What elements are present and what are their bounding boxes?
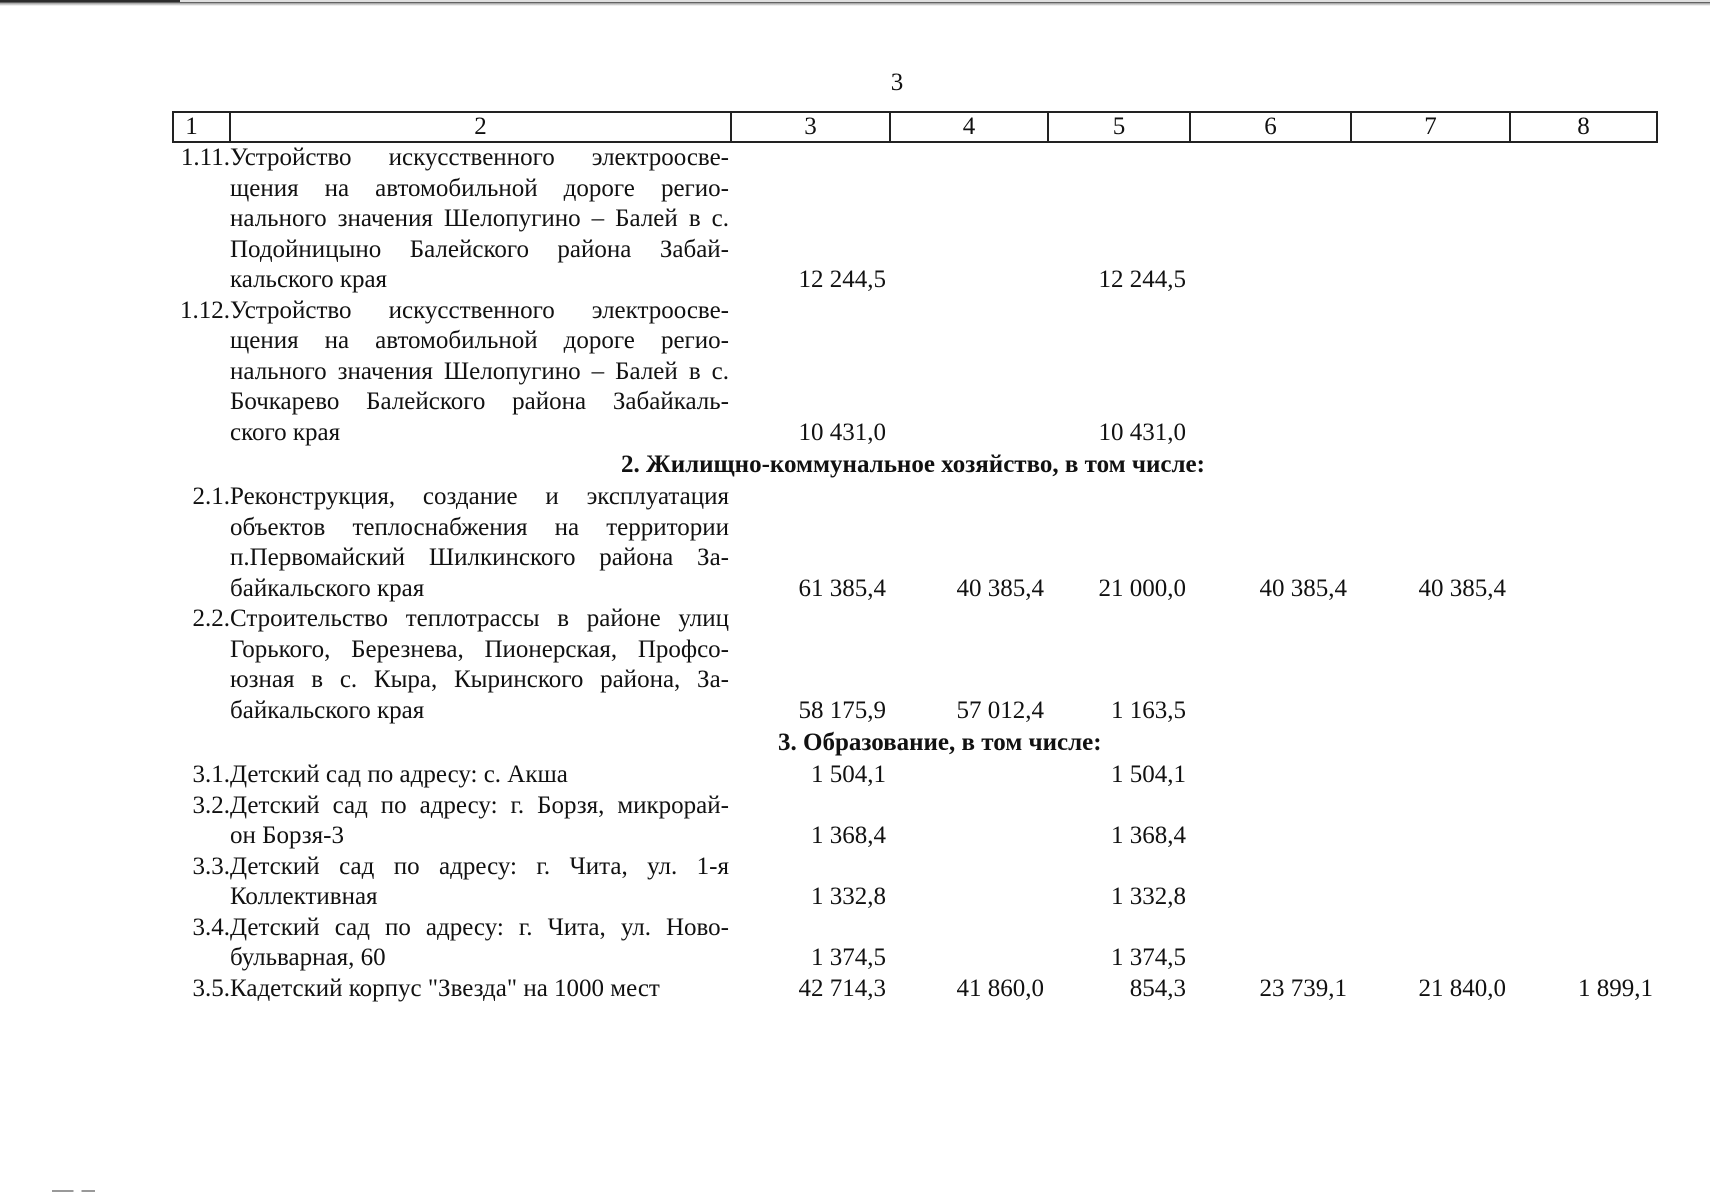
header-col-3: 3 bbox=[731, 112, 890, 142]
value-c3: 10 431,0 bbox=[798, 418, 886, 446]
item-description bbox=[230, 791, 731, 852]
value-c4: 41 860,0 bbox=[956, 974, 1044, 1002]
value-c5: 854,3 bbox=[1129, 974, 1186, 1002]
value-c6 bbox=[1190, 142, 1351, 296]
column-number-header bbox=[173, 112, 1657, 142]
table-row bbox=[173, 482, 1657, 604]
header-col-6: 6 bbox=[1190, 112, 1351, 142]
item-description bbox=[230, 974, 731, 1005]
description-line: бульварная, 60 bbox=[230, 944, 386, 971]
description-line: Бочкарево Балейского района Забайкаль- bbox=[230, 388, 729, 415]
value-c4 bbox=[890, 296, 1048, 449]
value-c6 bbox=[1190, 913, 1351, 974]
description-line: Детский сад по адресу: г. Чита, ул. 1-я bbox=[230, 852, 729, 880]
description-line: Реконструкция, создание и эксплуатация bbox=[230, 483, 729, 510]
description-line: объектов теплоснабжения на территории bbox=[230, 513, 729, 541]
item-description bbox=[230, 852, 731, 913]
value-c8 bbox=[1510, 791, 1657, 852]
value-c3: 1 374,5 bbox=[811, 944, 886, 971]
value-c7 bbox=[1351, 296, 1510, 449]
item-description bbox=[230, 142, 731, 296]
value-c3: 42 714,3 bbox=[798, 974, 886, 1002]
header-col-4: 4 bbox=[890, 112, 1048, 142]
table-row bbox=[173, 604, 1657, 726]
item-description bbox=[230, 760, 731, 791]
description-line: юзная в с. Кыра, Кыринского района, За- bbox=[230, 666, 729, 693]
value-c5: 1 368,4 bbox=[1111, 822, 1186, 849]
description-line: Коллективная bbox=[230, 883, 378, 910]
value-c4: 40 385,4 bbox=[956, 574, 1044, 602]
value-c3: 61 385,4 bbox=[798, 574, 886, 602]
item-description bbox=[230, 296, 731, 449]
value-c7 bbox=[1351, 913, 1510, 974]
value-c7 bbox=[1351, 760, 1510, 791]
section-heading-education: 3. Образование, в том числе: bbox=[778, 728, 1102, 756]
value-c8 bbox=[1510, 296, 1657, 449]
item-number: 1.12. bbox=[180, 296, 230, 324]
scan-edge-top bbox=[0, 0, 1710, 6]
value-c6 bbox=[1190, 852, 1351, 913]
value-c8 bbox=[1510, 913, 1657, 974]
description-line: нального значения Шелопугино – Балей в с. bbox=[230, 205, 729, 232]
description-line: Горького, Березнева, Пионерская, Профсо- bbox=[230, 635, 729, 663]
value-c6: 40 385,4 bbox=[1259, 574, 1347, 602]
value-c8 bbox=[1510, 142, 1657, 296]
header-col-5: 5 bbox=[1048, 112, 1190, 142]
scan-mark bbox=[52, 1190, 106, 1192]
section-heading-row bbox=[173, 448, 1657, 482]
description-line: щения на автомобильной дороге регио- bbox=[230, 174, 729, 202]
value-c8 bbox=[1510, 760, 1657, 791]
value-c7: 21 840,0 bbox=[1418, 974, 1506, 1002]
header-col-8: 8 bbox=[1510, 112, 1657, 142]
budget-table bbox=[172, 111, 1658, 1004]
description-line: Детский сад по адресу: г. Борзя, микрорай- bbox=[230, 791, 729, 819]
value-c3: 1 504,1 bbox=[811, 761, 886, 788]
item-number: 3.2. bbox=[192, 791, 230, 819]
item-number: 3.4. bbox=[192, 913, 230, 941]
item-number: 3.3. bbox=[192, 852, 230, 880]
value-c7: 40 385,4 bbox=[1418, 574, 1506, 602]
value-c8 bbox=[1510, 852, 1657, 913]
table-row bbox=[173, 142, 1657, 296]
item-number: 2.1. bbox=[192, 483, 230, 510]
section-heading-housing: 2. Жилищно-коммунальное хозяйство, в том числе: bbox=[621, 450, 1205, 478]
item-number: 2.2. bbox=[192, 605, 230, 632]
description-line: п.Первомайский Шилкинского района За- bbox=[230, 544, 729, 571]
table-row bbox=[173, 791, 1657, 852]
table-row bbox=[173, 913, 1657, 974]
value-c6 bbox=[1190, 296, 1351, 449]
value-c7 bbox=[1351, 604, 1510, 726]
header-col-7: 7 bbox=[1351, 112, 1510, 142]
table-row bbox=[173, 974, 1657, 1005]
page-number: 3 bbox=[890, 69, 904, 96]
table-row bbox=[173, 760, 1657, 791]
value-c7 bbox=[1351, 852, 1510, 913]
table-row bbox=[173, 852, 1657, 913]
value-c3: 58 175,9 bbox=[798, 696, 886, 724]
value-c3: 1 368,4 bbox=[811, 822, 886, 849]
value-c5: 1 504,1 bbox=[1111, 761, 1186, 788]
table-row bbox=[173, 296, 1657, 449]
value-c3: 12 244,5 bbox=[798, 266, 886, 293]
value-c4: 57 012,4 bbox=[956, 696, 1044, 724]
value-c4 bbox=[890, 913, 1048, 974]
item-description bbox=[230, 482, 731, 604]
value-c5: 21 000,0 bbox=[1098, 574, 1186, 602]
description-line: Устройство искусственного электроосве- bbox=[230, 296, 729, 324]
value-c4 bbox=[890, 760, 1048, 791]
section-heading-row bbox=[173, 726, 1657, 760]
value-c8: 1 899,1 bbox=[1578, 974, 1653, 1002]
description-line: Строительство теплотрассы в районе улиц bbox=[230, 605, 729, 632]
description-line: Устройство искусственного электроосве- bbox=[230, 144, 729, 171]
value-c8 bbox=[1510, 604, 1657, 726]
value-c6 bbox=[1190, 760, 1351, 791]
header-col-2: 2 bbox=[230, 112, 731, 142]
description-line: нального значения Шелопугино – Балей в с. bbox=[230, 357, 729, 385]
value-c4 bbox=[890, 791, 1048, 852]
value-c5: 1 163,5 bbox=[1111, 696, 1186, 724]
value-c4 bbox=[890, 852, 1048, 913]
description-line: Кадетский корпус "Звезда" на 1000 мест bbox=[230, 974, 660, 1002]
value-c5: 10 431,0 bbox=[1098, 418, 1186, 446]
value-c6 bbox=[1190, 604, 1351, 726]
item-number: 1.11. bbox=[180, 144, 230, 171]
value-c5: 1 374,5 bbox=[1111, 944, 1186, 971]
header-col-1: 1 bbox=[173, 112, 230, 142]
value-c5: 12 244,5 bbox=[1098, 266, 1186, 293]
item-description bbox=[230, 913, 731, 974]
value-c6: 23 739,1 bbox=[1259, 974, 1347, 1002]
group-roads bbox=[173, 142, 1657, 448]
item-number: 3.5. bbox=[192, 974, 230, 1002]
group-housing bbox=[173, 482, 1657, 726]
description-line: байкальского края bbox=[230, 574, 425, 602]
description-line: байкальского края bbox=[230, 696, 425, 724]
description-line: ского края bbox=[230, 418, 341, 446]
description-line: Подойницыно Балейского района Забай- bbox=[230, 235, 729, 263]
value-c8 bbox=[1510, 482, 1657, 604]
item-number: 3.1. bbox=[192, 761, 230, 788]
value-c3: 1 332,8 bbox=[811, 883, 886, 910]
description-line: кальского края bbox=[230, 266, 388, 293]
value-c6 bbox=[1190, 791, 1351, 852]
value-c7 bbox=[1351, 791, 1510, 852]
item-description bbox=[230, 604, 731, 726]
description-line: он Борзя-3 bbox=[230, 822, 344, 849]
value-c7 bbox=[1351, 142, 1510, 296]
value-c5: 1 332,8 bbox=[1111, 883, 1186, 910]
description-line: Детский сад по адресу: с. Акша bbox=[230, 761, 568, 788]
description-line: Детский сад по адресу: г. Чита, ул. Ново- bbox=[230, 913, 729, 941]
description-line: щения на автомобильной дороге регио- bbox=[230, 327, 729, 354]
group-education bbox=[173, 760, 1657, 1004]
value-c4 bbox=[890, 142, 1048, 296]
